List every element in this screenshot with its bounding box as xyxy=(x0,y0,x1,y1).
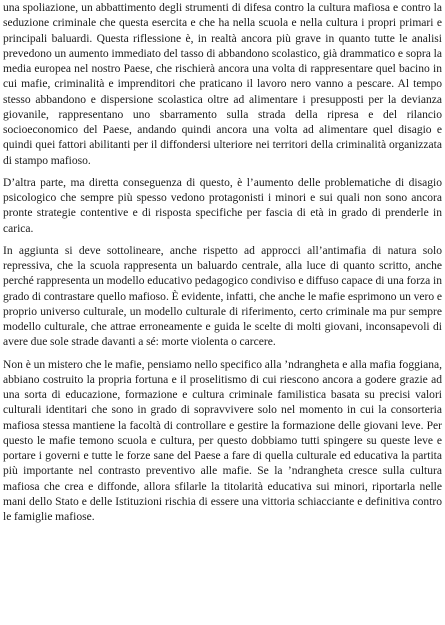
paragraph-mafia-culture: Non è un mistero che le mafie, pensiamo nello specifico alla ’ndrangheta e alla mafia foggiana, abbiano costruito la propria fortuna e il proselitismo di cui riescono ancora a godere grazie ad una sorta di educazione, formazione e cultura criminale familistica basata su precisi valori culturali identitari che sono in grado di sopravvivere solo nel momento in cui la consorteria mafiosa stessa mantiene la facoltà di controllare e gestire la formazione delle giovani leve. Per questo le mafie temono scuola e cultura, per questo dobbiamo tutti spingere su queste leve e portare i governi e tutte le forze sane del Paese a fare di quella culturale ed educativa la partita più importante nel contrasto preventivo alle mafie. Se la ’ndrangheta cresce sulla cultura mafiosa che crea e diffonde, allora sfilarle la titolarità educativa sui minori, riportarla nelle mani dello Stato e delle Istituzioni rischia di essere una vittoria schiacciante e definitiva contro le famiglie mafiose. xyxy=(3,358,442,523)
paragraph-school-as-bulwark: In aggiunta si deve sottolineare, anche rispetto ad approcci all’antimafia di natura solo repressiva, che la scuola rappresenta un baluardo centrale, alla luce di quanto scritto, anche perché rappresenta un modello educativo pedagogico condiviso e diffuso capace di una forza in grado di contrastare quello mafioso. È evidente, infatti, che anche le mafie esprimono un vero e proprio universo culturale, un modello culturale di riferimento, certo criminale ma pur sempre modello culturale, che attrae erroneamente e guida le scelte di molti giovani, inconsapevoli di avere due sole strade davanti a sé: morte violenta o carcere. xyxy=(3,244,442,349)
paragraph-psychological-distress: D’altra parte, ma diretta conseguenza di questo, è l’aumento delle problematiche di disagio psicologico che sempre più spesso vedono protagonisti i minori e sui quali non sono ancora pronte strategie contentive e di risposta specifiche per fascia di età in grado di prenderle in carica. xyxy=(3,176,442,235)
paragraph-school-dropout: una spoliazione, un abbattimento degli strumenti di difesa contro la cultura mafiosa e contro la seduzione criminale che questa esercita e che ha nella scuola e nella cultura i propri primari e principali baluardi. Questa riflessione è, in realtà ancora più grave in quanto tutte le analisi prevedono un aumento immediato del tasso di abbandono scolastico, già drammatico e sopra la media europea nel nostro Paese, che rischierà ancora una volta di rappresentare quel bacino in cui mafie, criminalità e imprenditori che praticano il lavoro nero vanno a pescare. Al tempo stesso abbandono e dispersione scolastica oltre ad alimentare i presupposti per la devianza giovanile, rappresentano uno sbarramento sulla strada della ripresa e del rilancio socioeconomico del Paese, andando quindi ancora una volta ad alimentare quel disagio e quindi quei fattori abilitanti per il diffondersi ulteriore nei territori della criminalità organizzata di stampo mafioso. xyxy=(3,2,442,167)
